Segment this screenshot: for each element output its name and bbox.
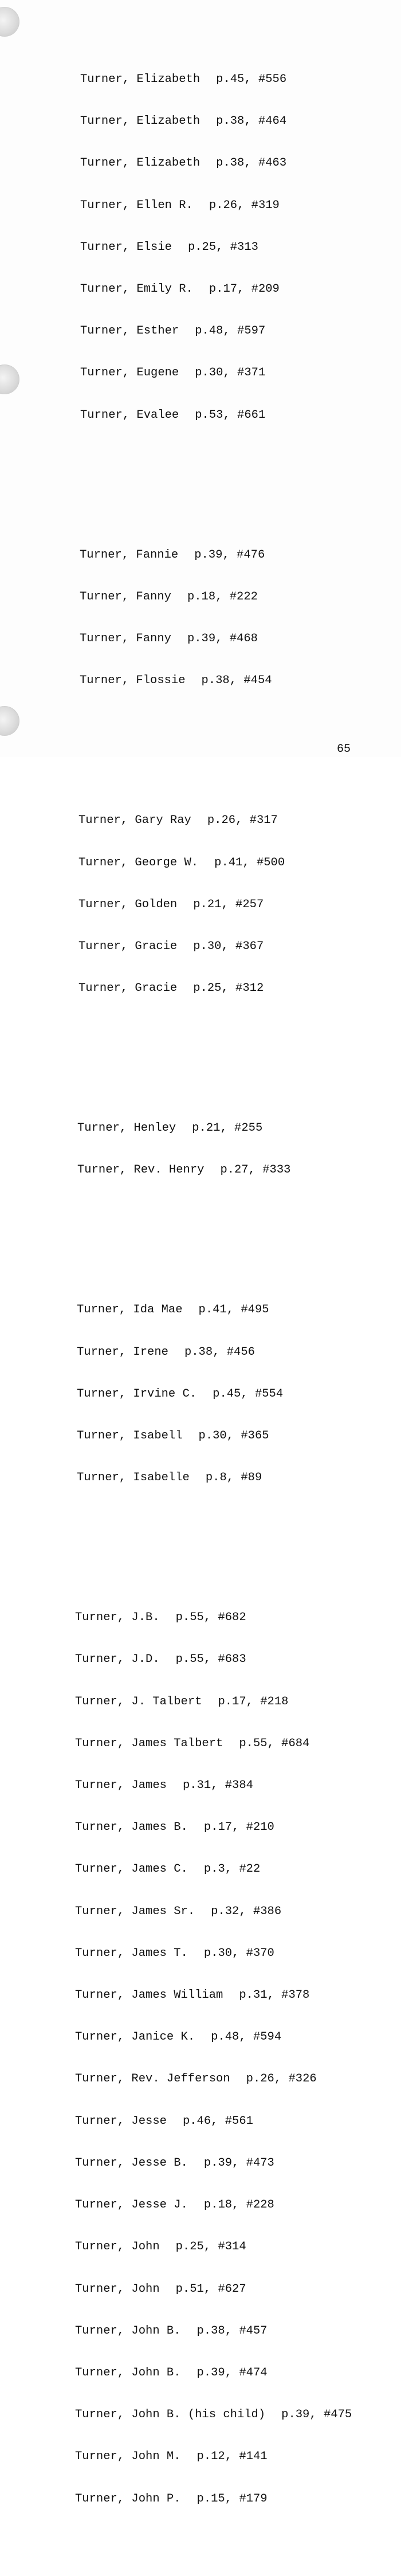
- entry-name: Turner, Jesse: [75, 2114, 167, 2128]
- entry-ref: p.27, #333: [220, 1163, 291, 1177]
- entry-ref: p.25, #313: [187, 240, 258, 254]
- index-entry: [0, 1303, 401, 1317]
- entry-ref: p.31, #378: [239, 1989, 310, 2002]
- entry-ref: p.45, #554: [213, 1387, 284, 1401]
- entry-ref: p.3, #22: [203, 1863, 261, 1876]
- entry-ref: p.38, #463: [216, 156, 287, 170]
- entry-ref: p.48, #597: [195, 324, 266, 338]
- index-group-i: [0, 1276, 401, 1514]
- entry-ref: p.18, #222: [187, 590, 258, 603]
- entry-name: Turner, Rev. Jefferson: [75, 2072, 230, 2086]
- index-entry: [0, 409, 401, 422]
- entry-name: Turner, John B.: [75, 2366, 181, 2379]
- entry-ref: p.53, #661: [195, 408, 266, 422]
- entry-ref: p.39, #476: [194, 548, 265, 562]
- index-entry: [0, 2030, 401, 2044]
- entry-name: Turner, Fanny: [80, 590, 171, 603]
- index-group-g: [0, 786, 401, 1024]
- entry-name: Turner, Fannie: [80, 548, 179, 562]
- entry-name: Turner, Elizabeth: [80, 73, 200, 87]
- entry-name: Turner, Henley: [77, 1122, 176, 1135]
- index-entry: [0, 2157, 401, 2170]
- index-entry: [0, 674, 401, 688]
- entry-ref: p.15, #179: [196, 2492, 268, 2506]
- entry-name: Turner, James C.: [75, 1863, 188, 1876]
- entry-name: Turner, J. Talbert: [75, 1695, 202, 1708]
- index-entry: [0, 814, 401, 828]
- entry-ref: p.30, #365: [198, 1429, 269, 1443]
- entry-ref: p.26, #317: [207, 814, 278, 828]
- index-entry: [0, 548, 401, 562]
- index-entry: [0, 2240, 401, 2254]
- entry-ref: p.38, #454: [201, 674, 272, 688]
- entry-name: Turner, John B.: [75, 2324, 181, 2338]
- index-entry: [0, 1429, 401, 1443]
- entry-name: Turner, Elizabeth: [80, 115, 200, 128]
- entry-ref: p.26, #319: [209, 198, 280, 212]
- entry-ref: p.38, #464: [216, 115, 287, 128]
- index-entry: [0, 1947, 401, 1961]
- entry-ref: p.39, #468: [187, 632, 258, 646]
- index-entry: [0, 1863, 401, 1876]
- entry-ref: p.25, #314: [175, 2240, 246, 2254]
- entry-name: Turner, J.D.: [75, 1653, 160, 1667]
- entry-name: Turner, Gracie: [78, 982, 178, 995]
- index-group-e: [0, 45, 401, 450]
- index-entry: [0, 1163, 401, 1177]
- entry-name: Turner, Jesse J.: [75, 2198, 188, 2212]
- index-entry: [0, 1471, 401, 1485]
- index-entry: [0, 2408, 401, 2422]
- entry-name: Turner, Evalee: [80, 408, 179, 422]
- index-entry: [0, 366, 401, 380]
- entry-name: Turner, Jesse B.: [75, 2156, 188, 2170]
- index-entry: [0, 940, 401, 954]
- entry-name: Turner, Emily R.: [80, 283, 193, 296]
- index-entry: [0, 1821, 401, 1834]
- entry-name: Turner, Gary Ray: [78, 814, 191, 828]
- entry-name: Turner, Ellen R.: [80, 198, 193, 212]
- entry-ref: p.48, #594: [211, 2030, 282, 2044]
- entry-name: Turner, John: [75, 2282, 160, 2296]
- entry-name: Turner, Elsie: [80, 240, 172, 254]
- entry-ref: p.55, #683: [175, 1653, 246, 1667]
- index-entry: [0, 241, 401, 254]
- index-entry: [0, 2198, 401, 2212]
- entry-ref: p.21, #255: [192, 1122, 263, 1135]
- index-entry: [0, 115, 401, 128]
- index-entry: [0, 156, 401, 170]
- entry-ref: p.17, #218: [218, 1695, 289, 1708]
- entry-name: Turner, Esther: [80, 324, 179, 338]
- index-entry: [0, 1653, 401, 1667]
- index-entry: [0, 982, 401, 995]
- index-entry: [0, 1695, 401, 1709]
- entry-name: Turner, Ida Mae: [77, 1303, 183, 1317]
- entry-name: Turner, Fanny: [80, 632, 171, 646]
- entry-name: Turner, Irene: [77, 1345, 168, 1359]
- entry-ref: p.45, #556: [216, 73, 287, 87]
- index-entry: [0, 590, 401, 604]
- index-entry: [0, 1905, 401, 1919]
- entry-ref: p.32, #386: [211, 1904, 282, 1918]
- entry-name: Turner, John M.: [75, 2450, 181, 2464]
- index-entry: [0, 1737, 401, 1751]
- index-group-h: [0, 1093, 401, 1205]
- entry-ref: p.12, #141: [196, 2450, 268, 2464]
- entry-ref: p.30, #370: [203, 1946, 274, 1960]
- name-index: [0, 3, 401, 2576]
- index-entry: [0, 199, 401, 213]
- entry-ref: p.39, #475: [281, 2408, 352, 2422]
- entry-ref: p.41, #495: [198, 1303, 269, 1317]
- index-entry: [0, 1779, 401, 1793]
- entry-ref: p.30, #367: [193, 939, 264, 953]
- entry-ref: p.46, #561: [182, 2114, 253, 2128]
- entry-name: Turner, J.B.: [75, 1611, 160, 1625]
- index-entry: [0, 2115, 401, 2128]
- entry-ref: p.55, #684: [239, 1736, 310, 1750]
- index-entry: [0, 2072, 401, 2086]
- entry-name: Turner, Eugene: [80, 366, 179, 380]
- entry-name: Turner, Isabelle: [77, 1471, 190, 1485]
- entry-name: Turner, Elizabeth: [80, 156, 200, 170]
- entry-name: Turner, James T.: [75, 1946, 188, 1960]
- entry-name: Turner, James Talbert: [75, 1736, 223, 1750]
- entry-ref: p.31, #384: [182, 1779, 253, 1793]
- entry-ref: p.51, #627: [175, 2282, 246, 2296]
- entry-ref: p.26, #326: [246, 2072, 317, 2086]
- index-entry: [0, 2492, 401, 2506]
- index-entry: [0, 1989, 401, 2002]
- entry-ref: p.38, #457: [196, 2324, 268, 2338]
- entry-name: Turner, John B. (his child): [75, 2408, 266, 2422]
- entry-name: Turner, Flossie: [80, 674, 186, 688]
- entry-ref: p.30, #371: [195, 366, 266, 380]
- page-number: 65: [337, 743, 351, 756]
- entry-name: Turner, George W.: [78, 856, 199, 869]
- index-group-j: [0, 1583, 401, 2534]
- entry-name: Turner, James Sr.: [75, 1904, 195, 1918]
- entry-ref: p.8, #89: [205, 1471, 262, 1485]
- entry-ref: p.41, #500: [214, 856, 285, 869]
- index-entry: [0, 2324, 401, 2338]
- entry-ref: p.21, #257: [193, 897, 264, 911]
- entry-name: Turner, Gracie: [78, 939, 178, 953]
- entry-name: Turner, John P.: [75, 2492, 181, 2506]
- index-entry: [0, 324, 401, 338]
- entry-ref: p.17, #210: [203, 1821, 274, 1834]
- index-entry: [0, 856, 401, 870]
- entry-name: Turner, Irvine C.: [77, 1387, 197, 1401]
- index-entry: [0, 1611, 401, 1625]
- index-entry: [0, 2450, 401, 2464]
- index-entry: [0, 1346, 401, 1359]
- index-entry: [0, 2366, 401, 2380]
- entry-name: Turner, James B.: [75, 1821, 188, 1834]
- entry-name: Turner, James William: [75, 1989, 223, 2002]
- entry-ref: p.18, #228: [203, 2198, 274, 2212]
- entry-ref: p.38, #456: [184, 1345, 255, 1359]
- entry-name: Turner, James: [75, 1779, 167, 1793]
- index-entry: [0, 283, 401, 296]
- index-entry: [0, 1387, 401, 1401]
- index-entry: [0, 898, 401, 912]
- entry-name: Turner, Janice K.: [75, 2030, 195, 2044]
- entry-name: Turner, John: [75, 2240, 160, 2254]
- entry-name: Turner, Rev. Henry: [77, 1163, 205, 1177]
- index-entry: [0, 1122, 401, 1135]
- index-group-f: [0, 520, 401, 716]
- entry-name: Turner, Golden: [78, 897, 178, 911]
- entry-ref: p.17, #209: [209, 283, 280, 296]
- entry-ref: p.39, #473: [203, 2156, 274, 2170]
- entry-ref: p.25, #312: [193, 982, 264, 995]
- index-entry: [0, 2283, 401, 2296]
- index-entry: [0, 73, 401, 87]
- entry-name: Turner, Isabell: [77, 1429, 183, 1443]
- entry-ref: p.55, #682: [175, 1611, 246, 1625]
- entry-ref: p.39, #474: [196, 2366, 268, 2379]
- index-entry: [0, 632, 401, 646]
